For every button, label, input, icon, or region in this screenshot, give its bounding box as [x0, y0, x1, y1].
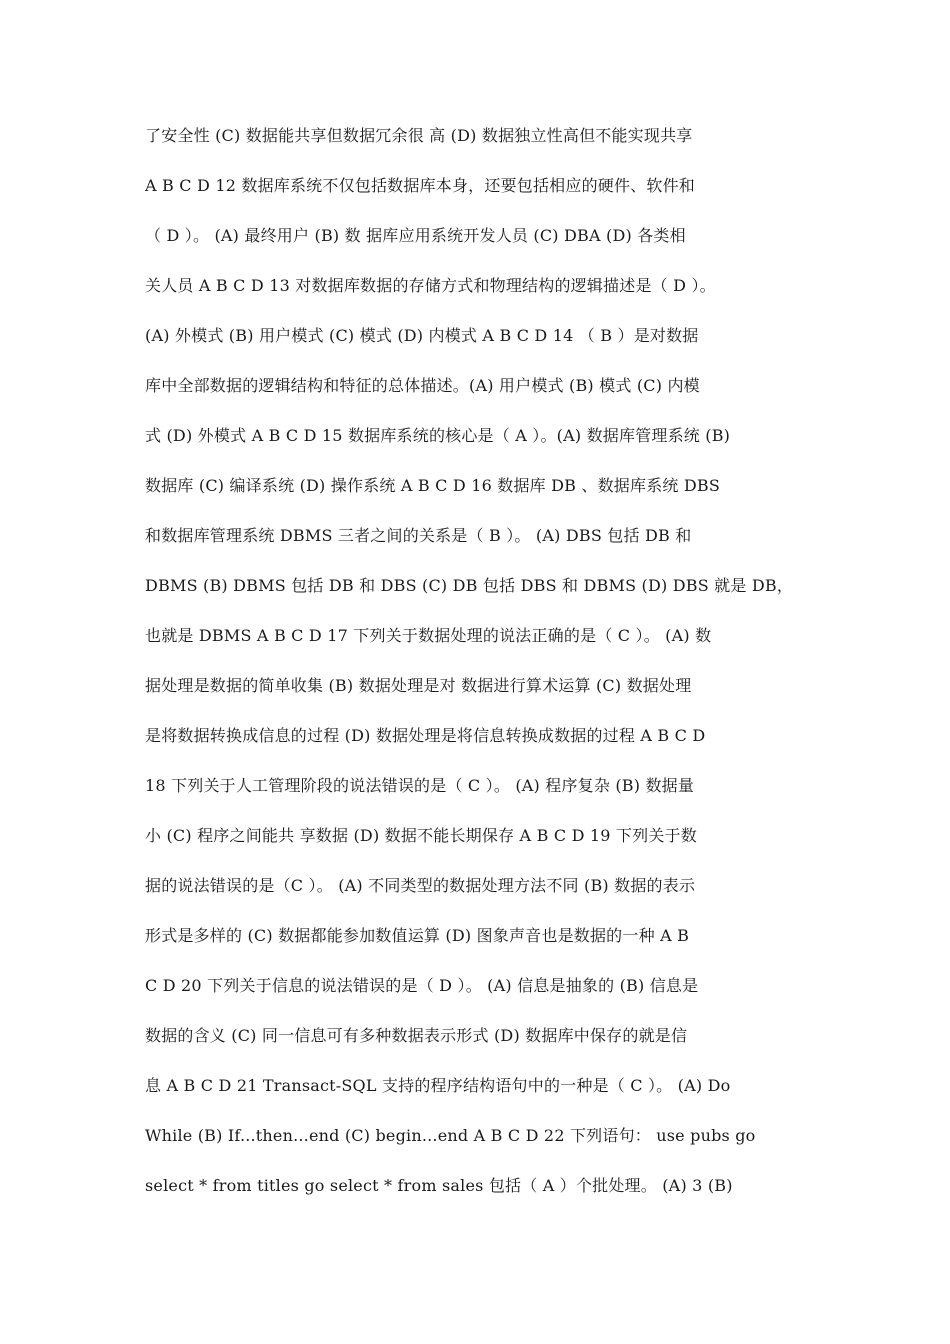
text-line: While (B) If...then...end (C) begin...end A B C D 22 下列语句： use pubs go — [145, 1126, 756, 1145]
text-line: A B C D 12 数据库系统不仅包括数据库本身，还要包括相应的硬件、软件和 — [145, 176, 695, 195]
text-line: 形式是多样的 (C) 数据都能参加数值运算 (D) 图象声音也是数据的一种 A B — [145, 926, 690, 945]
text-line: 也就是 DBMS A B C D 17 下列关于数据处理的说法正确的是（ C ）。 (A) 数 — [145, 626, 712, 645]
text-line: 小 (C) 程序之间能共 享数据 (D) 数据不能长期保存 A B C D 19 下列关于数 — [145, 826, 697, 845]
text-line: 数据库 (C) 编译系统 (D) 操作系统 A B C D 16 数据库 DB 、数据库系统 DBS — [145, 476, 721, 495]
text-line: 息 A B C D 21 Transact-SQL 支持的程序结构语句中的一种是（ C ）。 (A) Do — [145, 1076, 731, 1095]
text-line: 式 (D) 外模式 A B C D 15 数据库系统的核心是（ A ）。(A) 数据库管理系统 (B) — [145, 426, 731, 445]
text-line: 是将数据转换成信息的过程 (D) 数据处理是将信息转换成数据的过程 A B C D — [145, 726, 706, 745]
text-line: (A) 外模式 (B) 用户模式 (C) 模式 (D) 内模式 A B C D 14 （ B ）是对数据 — [145, 326, 699, 345]
text-line: 数据的含义 (C) 同一信息可有多种数据表示形式 (D) 数据库中保存的就是信 — [145, 1026, 688, 1045]
text-line: 据处理是数据的简单收集 (B) 数据处理是对 数据进行算术运算 (C) 数据处理 — [145, 676, 692, 695]
text-line: C D 20 下列关于信息的说法错误的是（ D ）。 (A) 信息是抽象的 (B) 信息是 — [145, 976, 699, 995]
text-line: select * from titles go select * from sales 包括（ A ）个批处理。 (A) 3 (B) — [145, 1176, 733, 1195]
text-line: 18 下列关于人工管理阶段的说法错误的是（ C ）。 (A) 程序复杂 (B) 数据量 — [145, 776, 695, 795]
text-line: DBMS (B) DBMS 包括 DB 和 DBS (C) DB 包括 DBS 和 DBMS (D) DBS 就是 DB， — [145, 576, 794, 595]
text-line: 了安全性 (C) 数据能共享但数据冗余很 高 (D) 数据独立性高但不能实现共享 — [145, 126, 693, 145]
text-line: （ D ）。 (A) 最终用户 (B) 数 据库应用系统开发人员 (C) DBA (D) 各类相 — [145, 226, 686, 245]
document-body — [145, 118, 825, 1218]
text-line: 库中全部数据的逻辑结构和特征的总体描述。(A) 用户模式 (B) 模式 (C) 内模 — [145, 376, 700, 395]
text-line: 关人员 A B C D 13 对数据库数据的存储方式和物理结构的逻辑描述是（ D ）。 — [145, 276, 716, 295]
text-line: 据的说法错误的是（C ）。 (A) 不同类型的数据处理方法不同 (B) 数据的表示 — [145, 876, 696, 895]
text-line: 和数据库管理系统 DBMS 三者之间的关系是（ B ）。 (A) DBS 包括 DB 和 — [145, 526, 692, 545]
